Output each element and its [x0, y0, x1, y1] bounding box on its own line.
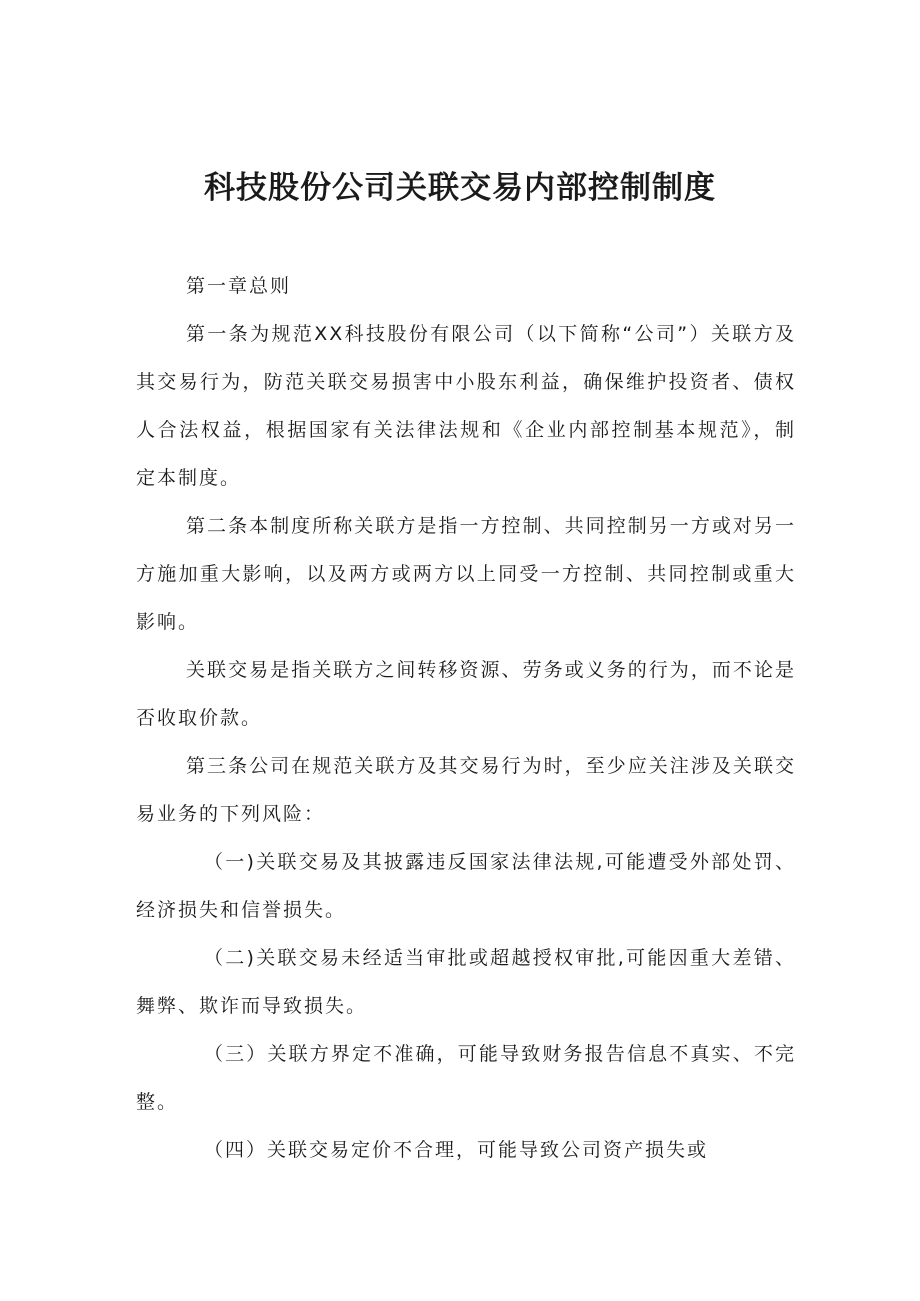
- document-title: 科技股份公司关联交易内部控制制度: [204, 170, 716, 206]
- article-1-paragraph: 第一条为规范XX科技股份有限公司（以下简称“公司”）关联方及其交易行为，防范关联交易损害中小股东利益，确保维护投资者、债权人合法权益，根据国家有关法律法规和《企业内部控制基本规范》，制定本制度。: [136, 323, 796, 489]
- risk-item-3: （三）关联方界定不准确，可能导致财务报告信息不真实、不完整。: [136, 1043, 796, 1113]
- risk-item-2: （二)关联交易未经适当审批或超越授权审批,可能因重大差错、舞弊、欺诈而导致损失。: [136, 947, 796, 1017]
- document-body: [136, 262, 796, 1174]
- risk-item-1: （一)关联交易及其披露违反国家法律法规,可能遭受外部处罚、经济损失和信誉损失。: [136, 851, 796, 921]
- article-2-paragraph: 第二条本制度所称关联方是指一方控制、共同控制另一方或对另一方施加重大影响，以及两方或两方以上同受一方控制、共同控制或重大影响。: [136, 515, 796, 633]
- article-3-paragraph: 第三条公司在规范关联方及其交易行为时，至少应关注涉及关联交易业务的下列风险：: [136, 755, 796, 825]
- chapter-heading: 第一章总则: [186, 275, 292, 297]
- related-transaction-definition-paragraph: 关联交易是指关联方之间转移资源、劳务或义务的行为，而不论是否收取价款。: [136, 659, 796, 729]
- risk-item-4: （四）关联交易定价不合理，可能导致公司资产损失或: [204, 1139, 709, 1161]
